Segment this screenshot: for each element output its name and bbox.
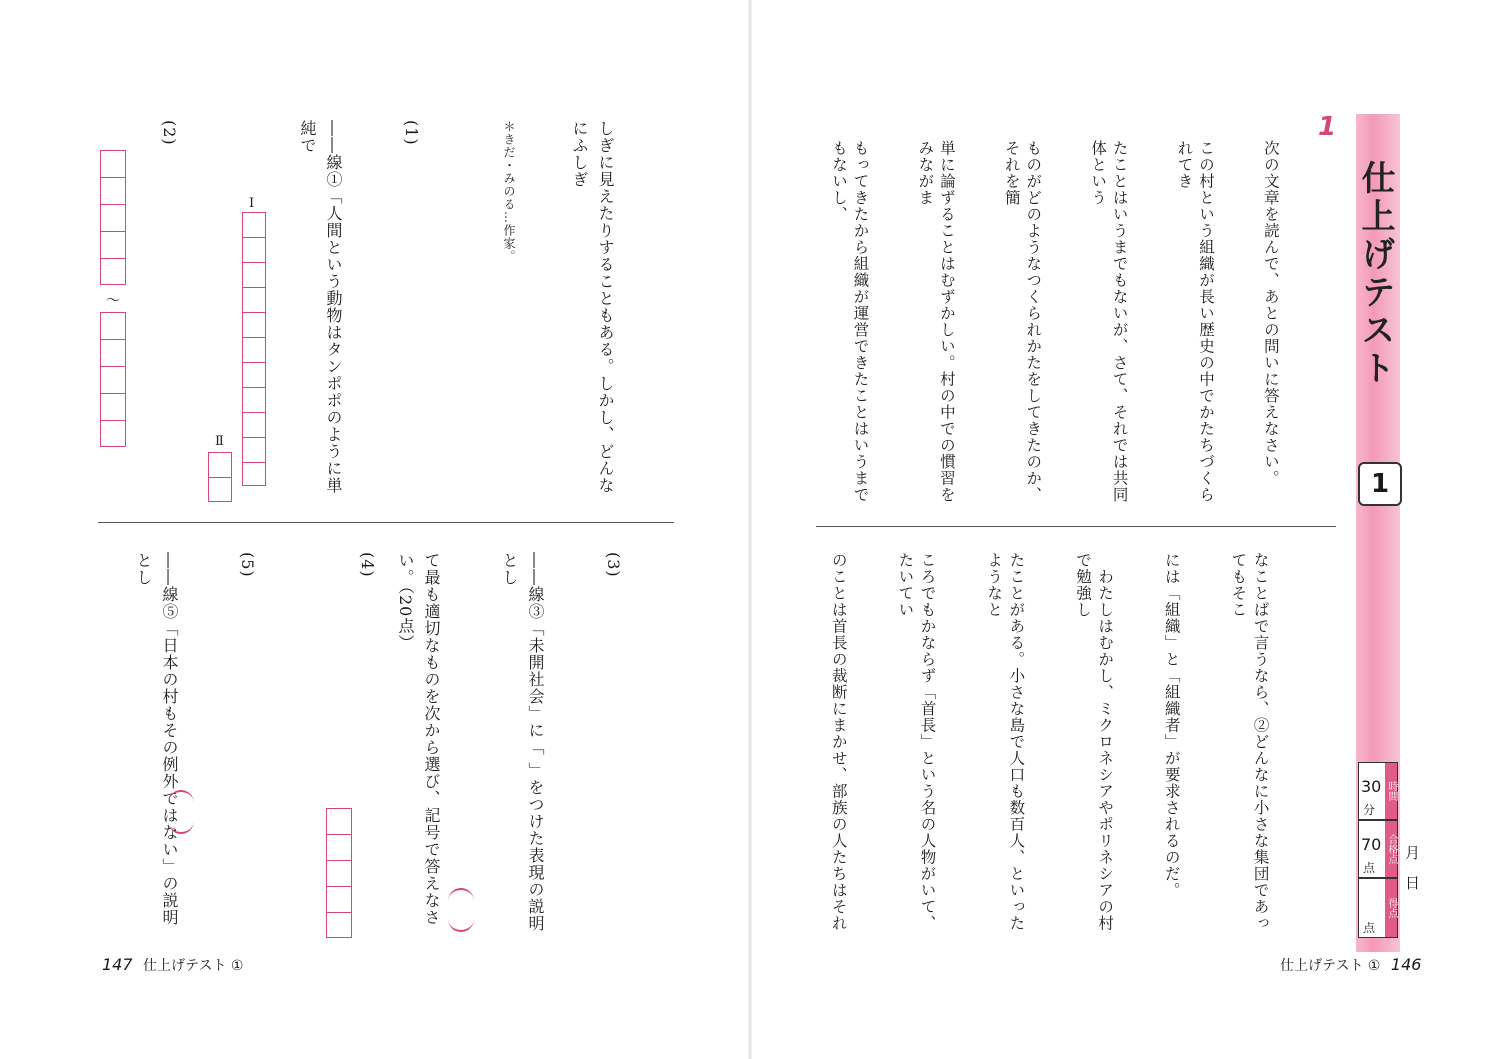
note-item: ＊きだ・みのる…作家。 bbox=[502, 120, 516, 263]
passage-top bbox=[824, 140, 1324, 512]
text-line: わたしはむかし、ミクロネシアやポリネシアの村で勉強し bbox=[1073, 552, 1115, 932]
time-unit: 分 bbox=[1363, 803, 1376, 817]
text-line: もってきたから組織が運営できたことはいうまでもないし、 bbox=[829, 140, 870, 503]
text-line: ――線⑤「日本の村もその例外ではない」の説明とし bbox=[134, 552, 179, 926]
question-2 bbox=[130, 120, 234, 510]
band-title: 仕上げテスト bbox=[1355, 160, 1395, 388]
q2-answer-start[interactable] bbox=[100, 150, 126, 285]
date-field[interactable]: 月 日 bbox=[1403, 845, 1421, 890]
score-unit: 点 bbox=[1363, 921, 1376, 935]
box-cell bbox=[101, 232, 125, 259]
q5-source bbox=[96, 790, 116, 940]
pass-unit: 点 bbox=[1363, 861, 1376, 875]
text-line: ころでもかならず「首長」という名の人物がいて、たいてい bbox=[896, 552, 937, 932]
passage-bottom bbox=[826, 552, 1316, 944]
box-cell bbox=[243, 238, 265, 263]
text-line: なことばで言うなら、②どんなに小さな集団であってもそこ bbox=[1229, 552, 1270, 932]
pass-label: 合格点 bbox=[1385, 821, 1397, 877]
box-cell bbox=[327, 809, 351, 835]
text-line: て最も適切なものを次から選び、記号で答えなさい。（20点） bbox=[396, 552, 441, 926]
score-box[interactable] bbox=[1358, 878, 1398, 938]
text-line: ――線③「未開社会」に「 」をつけた表現の説明とし bbox=[500, 552, 545, 933]
section-divider bbox=[816, 526, 1336, 527]
question-number: (4) bbox=[358, 552, 377, 578]
box-cell bbox=[101, 178, 125, 205]
box-cell bbox=[327, 887, 351, 913]
q2-tilde: ～ bbox=[106, 293, 120, 309]
q1-label-2: Ⅱ bbox=[215, 434, 224, 449]
box-cell bbox=[243, 288, 265, 313]
text-line: ものがどのようなつくられかたをしてきたのか、それを簡 bbox=[1002, 140, 1043, 503]
band-number: 1 bbox=[1358, 462, 1402, 506]
box-cell bbox=[243, 438, 265, 463]
box-cell bbox=[101, 340, 125, 367]
score-label: 得点 bbox=[1385, 879, 1397, 937]
question-number: (5) bbox=[238, 552, 257, 578]
page-number: 146 bbox=[1390, 955, 1422, 974]
left-footer bbox=[96, 955, 243, 975]
text-line: 単に論ずることはむずかしい。村の中での慣習をみながま bbox=[916, 140, 956, 503]
q5-answer-paren[interactable] bbox=[168, 790, 194, 834]
q2-answer-end[interactable] bbox=[100, 312, 126, 447]
question-1 bbox=[282, 120, 476, 510]
box-cell bbox=[243, 313, 265, 338]
box-cell bbox=[327, 861, 351, 887]
text-line: しぎに見えたりすることもある。しかし、どんなにふしぎ bbox=[570, 120, 615, 494]
time-label: 時間 bbox=[1385, 763, 1397, 819]
time-value: 30 bbox=[1361, 777, 1382, 796]
text-line: ――線①「人間という動物はタンポポのように単純で bbox=[298, 120, 343, 494]
right-footer bbox=[1280, 955, 1427, 975]
text-line: には「組織」と「組織者」が要求されるのだ。 bbox=[1162, 552, 1181, 899]
box-cell bbox=[327, 835, 351, 861]
footer-title: 仕上げテスト ① bbox=[143, 958, 244, 974]
question-number: (1) bbox=[402, 120, 421, 146]
pass-box bbox=[1358, 820, 1398, 878]
question-5 bbox=[100, 552, 312, 942]
source-citation bbox=[560, 290, 586, 500]
text-line: この村という組織が長い歴史の中でかたちづくられてき bbox=[1175, 140, 1216, 503]
box-cell bbox=[101, 367, 125, 394]
question-4 bbox=[356, 552, 432, 882]
question-number-big: 1 bbox=[1318, 112, 1337, 142]
text-line: たことがある。小さな島で人口も数百人、といったようなと bbox=[985, 552, 1026, 932]
box-cell bbox=[243, 338, 265, 363]
text-line: のことは首長の裁断にまかせ、部族の人たちはそれ bbox=[829, 552, 848, 932]
box-cell bbox=[243, 363, 265, 388]
box-cell bbox=[243, 388, 265, 413]
box-cell bbox=[101, 205, 125, 232]
left-page bbox=[0, 0, 748, 1059]
box-cell bbox=[101, 394, 125, 421]
answer-box-1[interactable] bbox=[242, 212, 266, 486]
footnotes bbox=[480, 120, 556, 380]
section-divider bbox=[98, 522, 674, 523]
q3-answer-paren[interactable] bbox=[448, 888, 474, 932]
instruction: 次の文章を読んで、あとの問いに答えなさい。 bbox=[1261, 140, 1280, 487]
time-box bbox=[1358, 762, 1398, 820]
text-line: たことはいうまでもないが、さて、それでは共同体という bbox=[1089, 140, 1129, 503]
page-number: 147 bbox=[102, 955, 133, 974]
box-cell bbox=[101, 313, 125, 340]
q4-answer-box[interactable] bbox=[326, 808, 352, 938]
box-cell bbox=[243, 263, 265, 288]
question-number: (3) bbox=[604, 552, 623, 578]
footer-title: 仕上げテスト ① bbox=[1280, 958, 1381, 974]
box-cell bbox=[243, 413, 265, 438]
right-page bbox=[752, 0, 1500, 1059]
q1-label-1: Ⅰ bbox=[249, 196, 255, 211]
box-cell bbox=[243, 213, 265, 238]
box-cell bbox=[101, 151, 125, 178]
question-number: (2) bbox=[160, 120, 179, 146]
pass-value: 70 bbox=[1361, 835, 1382, 854]
